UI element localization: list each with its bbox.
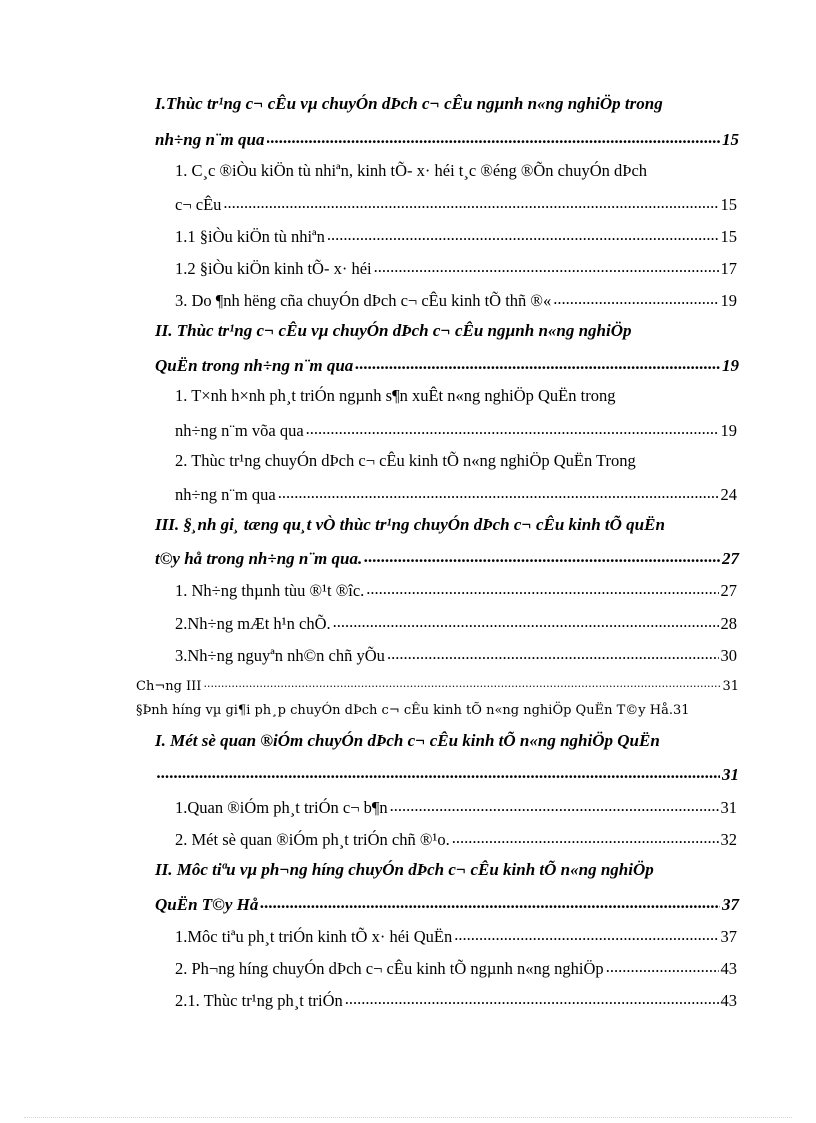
toc-page-number: 31 (722, 679, 739, 694)
toc-entry-text: III. §¸nh gi¸ tæng qu¸t vÒ thùc tr¹ng chuyÓn dÞch c¬ cÊu kinh tÕ quËn (155, 515, 665, 534)
toc-entry-line (175, 483, 737, 505)
toc-page-number: 37 (720, 926, 737, 946)
toc-entry-text: 1.Môc tiªu ph¸t triÓn kinh tÕ x· héi QuËn (175, 926, 453, 946)
toc-entry-text: nh÷ng n¨m qua (155, 130, 265, 149)
toc-page-number: 31 (722, 765, 739, 784)
toc-entry-line (175, 193, 737, 215)
toc-entry-line (175, 161, 647, 181)
toc-entry-line (175, 644, 737, 666)
toc-entry-text: 2. Ph¬ng híng chuyÓn dÞch c¬ cÊu kinh tÕ ngµnh n«ng nghiÖp (175, 958, 604, 978)
toc-page-number: 15 (720, 194, 737, 214)
toc-entry-text: 2. Mét sè quan ®iÓm ph¸t triÓn chñ ®¹o. (175, 829, 450, 849)
toc-page-number: 30 (720, 645, 737, 665)
toc-page-number: 15 (720, 226, 737, 246)
toc-leader-dots (606, 957, 719, 974)
toc-entry-line (175, 612, 737, 634)
toc-heading-line (155, 893, 739, 915)
toc-leader-dots (452, 828, 719, 845)
toc-heading-line (155, 94, 663, 114)
toc-page-number: 43 (720, 990, 737, 1010)
toc-entry-text: 1. Nh÷ng thµnh tùu ®¹t ®îc. (175, 580, 365, 600)
toc-chapter-line (136, 703, 739, 718)
toc-page-number: 27 (722, 549, 739, 568)
toc-entry-text: nh÷ng n¨m qua (175, 484, 276, 504)
toc-entry-text: QuËn T©y Hå (155, 895, 259, 914)
toc-page-number: 31 (672, 703, 690, 718)
toc-entry-text: Ch¬ng III (136, 679, 202, 694)
toc-entry-text: I.Thùc tr¹ng c¬ cÊu vµ chuyÓn dÞch c¬ cÊu ngµnh n«ng nghiÖp trong (155, 94, 663, 113)
toc-entry-text: t©y hå trong nh÷ng n¨m qua. (155, 549, 363, 568)
toc-page-number: 32 (720, 829, 737, 849)
toc-entry-line (175, 419, 737, 441)
toc-leader-dots (306, 419, 719, 436)
toc-entry-line (175, 828, 737, 850)
toc-leader-dots (355, 354, 720, 371)
toc-page-number: 24 (720, 484, 737, 504)
toc-page-number: 19 (720, 420, 737, 440)
toc-page-number: 37 (722, 895, 739, 914)
toc-heading-line (155, 128, 739, 150)
page-bottom-divider (24, 1117, 792, 1118)
toc-leader-dots (157, 763, 720, 780)
toc-heading-line (155, 321, 632, 341)
toc-entry-text: 1.Quan ®iÓm ph¸t triÓn c¬ b¶n (175, 797, 388, 817)
toc-leader-dots (454, 925, 718, 942)
toc-entry-text: 3. Do ¶nh hëng cña chuyÓn dÞch c¬ cÊu kinh tÕ thñ ®« (175, 290, 552, 310)
toc-entry-line (175, 925, 737, 947)
toc-heading-line (155, 354, 739, 376)
toc-entry-text: 2. Thùc tr¹ng chuyÓn dÞch c¬ cÊu kinh tÕ n«ng nghiÖp QuËn Trong (175, 451, 636, 470)
toc-heading-line (155, 860, 654, 880)
toc-entry-line (175, 796, 737, 818)
toc-leader-dots (223, 193, 718, 210)
toc-entry-text: 3.Nh÷ng nguyªn nh©n chñ yÕu (175, 645, 385, 665)
toc-entry-text: 2.1. Thùc tr¹ng ph¸t triÓn (175, 990, 343, 1010)
toc-leader-dots (387, 644, 719, 661)
toc-page-number: 43 (720, 958, 737, 978)
toc-page-number: 27 (720, 580, 737, 600)
toc-entry-line (175, 957, 737, 979)
toc-page-number: 17 (720, 258, 737, 278)
toc-entry-text: 1.2 §iÒu kiÖn kinh tÕ- x· héi (175, 258, 372, 278)
toc-leader-dots (345, 989, 719, 1006)
toc-entry-line (175, 989, 737, 1011)
toc-heading-line (155, 547, 739, 569)
toc-leader-dots (278, 483, 719, 500)
toc-leader-dots (333, 612, 719, 629)
toc-entry-text: §Þnh híng vµ gi¶i ph¸p chuyÓn dÞch c¬ cÊu kinh tÕ n«ng nghiÖp QuËn T©y Hå. (136, 703, 673, 718)
toc-entry-text: 2.Nh÷ng mÆt h¹n chÕ. (175, 613, 331, 633)
toc-entry-text: c¬ cÊu (175, 194, 222, 214)
toc-entry-line (175, 289, 737, 311)
toc-leader-dots (553, 289, 718, 306)
toc-heading-line (155, 515, 665, 535)
toc-leader-dots (260, 893, 720, 910)
toc-entry-text: nh÷ng n¨m võa qua (175, 420, 304, 440)
toc-leader-dots (374, 257, 719, 274)
toc-page-number: 28 (720, 613, 737, 633)
toc-chapter-line (136, 677, 739, 694)
toc-leader-dots (267, 128, 721, 145)
toc-entry-line (175, 257, 737, 279)
toc-entry-line (175, 225, 737, 247)
toc-entry-text: 1. T×nh h×nh ph¸t triÓn ngµnh s¶n xuÊt n«ng nghiÖp QuËn trong (175, 386, 616, 405)
toc-leader-dots (366, 579, 718, 596)
toc-entry-line (175, 451, 636, 471)
toc-page-number: 19 (720, 290, 737, 310)
toc-page-number: 15 (722, 130, 739, 149)
toc-entry-text: QuËn trong nh÷ng n¨m qua (155, 356, 354, 375)
toc-leader-dots (364, 547, 720, 564)
toc-leader-dots (203, 677, 720, 690)
toc-heading-line (155, 731, 660, 751)
toc-entry-text: I. Mét sè quan ®iÓm chuyÓn dÞch c¬ cÊu kinh tÕ n«ng nghiÖp QuËn (155, 731, 660, 750)
toc-page-number: 31 (720, 797, 737, 817)
toc-entry-line (175, 386, 615, 406)
toc-leader-dots (390, 796, 719, 813)
toc-leader-dots (327, 225, 719, 242)
toc-page-number: 19 (722, 356, 739, 375)
toc-entry-text: 1. C¸c ®iÒu kiÖn tù nhiªn, kinh tÕ- x· héi t¸c ®éng ®Õn chuyÓn dÞch (175, 161, 648, 180)
toc-heading-line (155, 763, 739, 785)
toc-entry-text: II. Môc tiªu vµ ph¬ng híng chuyÓn dÞch c¬ cÊu kinh tÕ n«ng nghiÖp (155, 860, 654, 879)
toc-entry-text: II. Thùc tr¹ng c¬ cÊu vµ chuyÓn dÞch c¬ cÊu ngµnh n«ng nghiÖp (155, 321, 632, 340)
toc-entry-text: 1.1 §iÒu kiÖn tù nhiªn (175, 226, 325, 246)
toc-entry-line (175, 579, 737, 601)
